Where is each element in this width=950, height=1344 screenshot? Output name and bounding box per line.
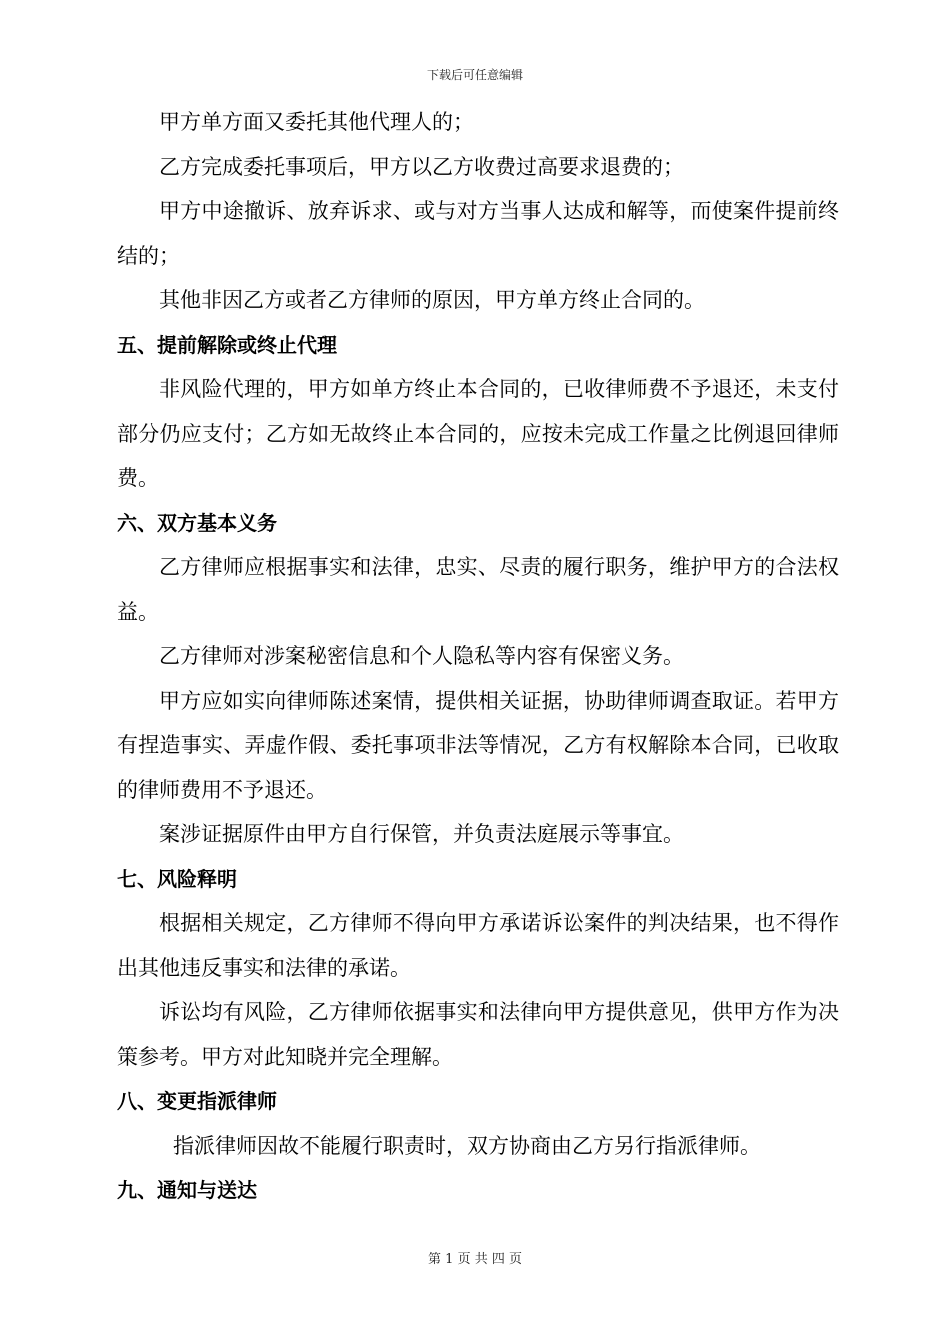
paragraph: 乙方律师对涉案秘密信息和个人隐私等内容有保密义务。: [159, 644, 684, 668]
document-body: [117, 100, 839, 1213]
paragraph: 根据相关规定，乙方律师不得向甲方承诺诉讼案件的判决结果，也不得作出其他违反事实和法律的承诺。: [117, 911, 839, 980]
paragraph: 甲方应如实向律师陈述案情，提供相关证据，协助律师调查取证。若甲方有捏造事实、弄虚作假、委托事项非法等情况，乙方有权解除本合同，已收取的律师费用不予退还。: [117, 688, 839, 802]
paragraph: 非风险代理的，甲方如单方终止本合同的，已收律师费不予退还，未支付部分仍应支付；乙方如无故终止本合同的，应按未完成工作量之比例退回律师费。: [117, 377, 839, 490]
paragraph: 案涉证据原件由甲方自行保管，并负责法庭展示等事宜。: [159, 822, 684, 846]
section-heading: 九、通知与送达: [117, 1178, 257, 1202]
paragraph: 诉讼均有风险，乙方律师依据事实和法律向甲方提供意见，供甲方作为决策参考。甲方对此知晓并完全理解。: [117, 1000, 839, 1069]
page-footer: 第 1 页 共 四 页: [428, 1252, 522, 1267]
page-header: 下载后可任意编辑: [426, 68, 523, 82]
paragraph: 乙方律师应根据事实和法律，忠实、尽责的履行职务，维护甲方的合法权益。: [117, 555, 839, 624]
section-heading: 八、变更指派律师: [117, 1089, 277, 1113]
paragraph: 甲方中途撤诉、放弃诉求、或与对方当事人达成和解等，而使案件提前终结的；: [117, 199, 839, 268]
section-heading: 五、提前解除或终止代理: [117, 332, 337, 357]
section-heading: 六、双方基本义务: [117, 510, 277, 535]
paragraph: 乙方完成委托事项后，甲方以乙方收费过高要求退费的；: [159, 154, 684, 179]
paragraph: 其他非因乙方或者乙方律师的原因，甲方单方终止合同的。: [159, 288, 705, 312]
section-heading: 七、风险释明: [117, 866, 237, 891]
paragraph: 甲方单方面又委托其他代理人的；: [159, 110, 474, 134]
paragraph: 指派律师因故不能履行职责时，双方协商由乙方另行指派律师。: [173, 1133, 761, 1158]
